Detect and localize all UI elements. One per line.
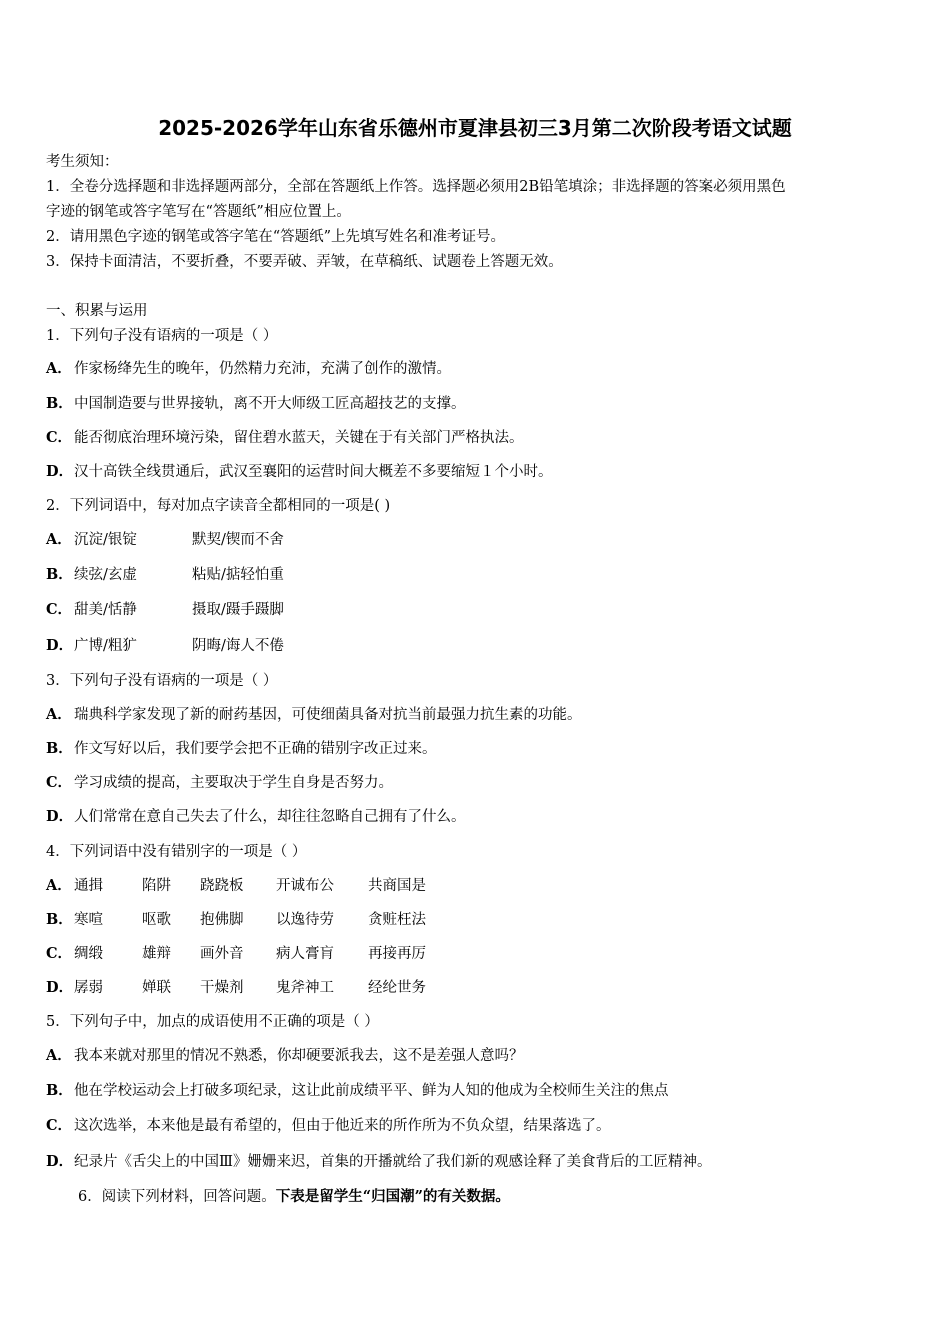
question-5-option-a: A． 我本来就对那里的情况不熟悉，你却硬要派我去，这不是差强人意吗？ (46, 1047, 524, 1064)
question-6-stem: 6．阅读下列材料，回答问题。下表是留学生“归国潮”的有关数据。 (78, 1188, 510, 1205)
question-3-stem: 3．下列句子没有语病的一项是（ ） (46, 673, 278, 689)
notice-item-3: 3．保持卡面清洁，不要折叠，不要弄破、弄皱，在草稿纸、试题卷上答题无效。 (46, 254, 563, 270)
question-5-option-d: D．纪录片《舌尖上的中国Ⅲ》姗姗来迟，首集的开播就给了我们新的观感诠释了美食背后的工匠精神。 (46, 1153, 712, 1170)
question-4-option-d: D． 孱弱 婵联 干燥剂 鬼斧神工 经纶世务 (46, 979, 426, 996)
section-heading: 一、积累与运用 (46, 303, 148, 319)
question-1-option-b: B．中国制造要与世界接轨，离不开大师级工匠高超技艺的支撑。 (46, 395, 466, 412)
question-4-option-c: C． 绸缎 雄辩 画外音 病人膏肓 再接再厉 (46, 945, 426, 962)
question-2-option-b: B． 续弦/玄虚 粘贴/掂轻怕重 (46, 566, 284, 583)
notice-heading: 考生须知： (46, 154, 119, 170)
question-3-option-d: D．人们常常在意自己失去了什么，却往往忽略自己拥有了什么。 (46, 808, 466, 825)
question-2-option-d: D． 广博/粗犷 阴晦/诲人不倦 (46, 637, 284, 654)
question-1-option-c: C． 能否彻底治理环境污染，留住碧水蓝天，关键在于有关部门严格执法。 (46, 429, 524, 446)
question-5-option-b: B．他在学校运动会上打破多项纪录，这让此前成绩平平、鲜为人知的他成为全校师生关注的焦点 (46, 1082, 669, 1099)
question-5-option-c: C． 这次选举，本来他是最有希望的，但由于他近来的所作所为不负众望，结果落选了。 (46, 1117, 611, 1134)
question-4-stem: 4．下列词语中没有错别字的一项是（ ） (46, 844, 307, 860)
notice-item-1-cont: 字迹的钢笔或答字笔写在“答题纸”相应位置上。 (46, 204, 351, 220)
question-4-option-a: A． 通揖 陷阱 跷跷板 开诚布公 共商国是 (46, 877, 426, 894)
question-3-option-b: B．作文写好以后，我们要学会把不正确的错别字改正过来。 (46, 740, 437, 757)
question-5-stem: 5．下列句子中，加点的成语使用不正确的项是（ ） (46, 1014, 379, 1030)
question-1-option-a: A． 作家杨绛先生的晚年，仍然精力充沛，充满了创作的激情。 (46, 360, 451, 377)
question-2-option-c: C． 甜美/恬静 摄取/蹑手蹑脚 (46, 601, 284, 618)
notice-item-1: 1．全卷分选择题和非选择题两部分，全部在答题纸上作答。选择题必须用2B铅笔填涂；非选择题的答案必须用黑色 (46, 179, 786, 195)
question-4-option-b: B． 寒喧 呕歌 抱佛脚 以逸待劳 贪赃枉法 (46, 911, 426, 928)
question-1-stem: 1．下列句子没有语病的一项是（ ） (46, 328, 278, 344)
page-title: 2025-2026学年山东省乐德州市夏津县初三3月第二次阶段考语文试题 (158, 116, 792, 140)
question-1-option-d: D．汉十高铁全线贯通后，武汉至襄阳的运营时间大概差不多要缩短１个小时。 (46, 463, 553, 480)
question-2-stem: 2．下列词语中，每对加点字读音全都相同的一项是( ) (46, 498, 391, 514)
question-3-option-c: C． 学习成绩的提高，主要取决于学生自身是否努力。 (46, 774, 393, 791)
question-3-option-a: A． 瑞典科学家发现了新的耐药基因，可使细菌具备对抗当前最强力抗生素的功能。 (46, 706, 582, 723)
question-2-option-a: A． 沉淀/银锭 默契/锲而不舍 (46, 531, 284, 548)
notice-item-2: 2．请用黑色字迹的钢笔或答字笔在“答题纸”上先填写姓名和准考证号。 (46, 229, 506, 245)
